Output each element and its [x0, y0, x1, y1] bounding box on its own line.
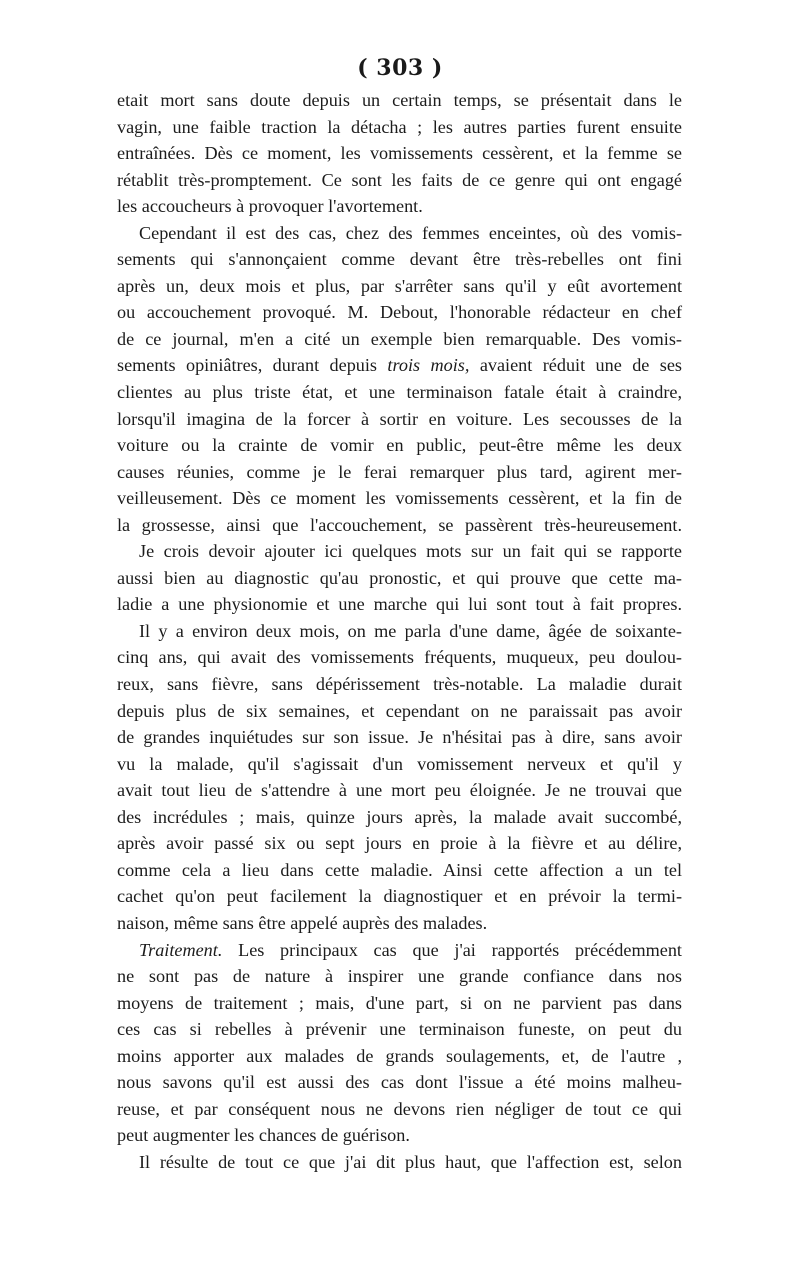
text-line: reux, sans fièvre, sans dépérissement très-notable. La maladie durait [117, 674, 682, 695]
text-line: de ce journal, m'en a cité un exemple bien remarquable. Des vomis- [117, 328, 682, 349]
text-line-segment: avaient réduit une de ses [469, 355, 683, 376]
text-line: avait tout lieu de s'attendre à une mort peu éloignée. Je ne trouvai que [117, 780, 682, 801]
text-line: comme cela a lieu dans cette maladie. Ainsi cette affection a un tel [117, 859, 682, 880]
text-line: les accoucheurs à provoquer l'avortement. [117, 196, 423, 217]
text-line: moins apporter aux malades de grands soulagements, et, de l'autre , [117, 1045, 682, 1066]
text-line: après avoir passé six ou sept jours en proie à la fièvre et au délire, [117, 833, 682, 854]
text-line: peut augmenter les chances de guérison. [117, 1125, 410, 1146]
text-line: aussi bien au diagnostic qu'au pronostic, et qui prouve que cette ma- [117, 567, 682, 588]
text-line: nous savons qu'il est aussi des cas dont l'issue a été moins malheu- [117, 1072, 682, 1093]
text-line: entraînées. Dès ce moment, les vomissements cessèrent, et la femme se [117, 143, 682, 164]
text-line-segment: sements opiniâtres, durant depuis [117, 355, 388, 376]
text-line: depuis plus de six semaines, et cependant on ne paraissait pas avoir [117, 700, 682, 721]
text-line-segment: Les principaux cas que j'ai rapportés précédemment [222, 939, 682, 960]
text-line: causes réunies, comme je le ferai remarquer plus tard, agirent mer- [117, 461, 682, 482]
text-line: reuse, et par conséquent nous ne devons rien négliger de tout ce qui [117, 1098, 682, 1119]
text-line: ladie a une physionomie et une marche qui lui sont tout à fait propres. [117, 594, 682, 615]
text-line: clientes au plus triste état, et une terminaison fatale était à craindre, [117, 382, 682, 403]
text-line: Cependant il est des cas, chez des femmes enceintes, où des vomis- [139, 222, 682, 243]
text-line: voiture ou la crainte de vomir en public, peut-être même les deux [117, 435, 682, 456]
text-line [117, 352, 682, 379]
text-line: vu la malade, qu'il s'agissait d'un vomissement nerveux et qu'il y [117, 753, 682, 774]
page-number: ( 303 ) [357, 55, 443, 81]
text-line: cachet qu'on peut facilement la diagnostiquer et en prévoir la termi- [117, 886, 682, 907]
text-line: cinq ans, qui avait des vomissements fréquents, muqueux, peu doulou- [117, 647, 682, 668]
text-line: moyens de traitement ; mais, d'une part, si on ne parvient pas dans [117, 992, 682, 1013]
italic-emphasis: trois mois, [387, 355, 470, 376]
text-line: Je crois devoir ajouter ici quelques mots sur un fait qui se rapporte [139, 541, 682, 562]
text-line: etait mort sans doute depuis un certain temps, se présentait dans le [117, 90, 682, 110]
text-line: de grandes inquiétudes sur son issue. Je n'hésitai pas à dire, sans avoir [117, 727, 682, 748]
body-text [117, 87, 682, 1175]
text-line [117, 937, 682, 964]
text-line: des incrédules ; mais, quinze jours après, la malade avait succombé, [117, 806, 682, 827]
text-line: naison, même sans être appelé auprès des malades. [117, 912, 488, 933]
text-line: ou accouchement provoqué. M. Debout, l'honorable rédacteur en chef [117, 302, 682, 323]
text-line: lorsqu'il imagina de la forcer à sortir en voiture. Les secousses de la [117, 408, 682, 429]
text-line: veilleusement. Dès ce moment les vomissements cessèrent, et la fin de [117, 488, 682, 509]
text-line: ne sont pas de nature à inspirer une grande confiance dans nos [117, 966, 682, 987]
text-line: Il résulte de tout ce que j'ai dit plus haut, que l'affection est, selon [139, 1151, 682, 1172]
text-line: vagin, une faible traction la détacha ; les autres parties furent ensuite [117, 116, 682, 137]
text-line: la grossesse, ainsi que l'accouchement, se passèrent très-heureusement. [117, 514, 682, 535]
text-line: après un, deux mois et plus, par s'arrêter sans qu'il y eût avortement [117, 275, 682, 296]
italic-emphasis: Traitement. [139, 939, 223, 960]
text-line: ces cas si rebelles à prévenir une terminaison funeste, on peut du [117, 1019, 682, 1040]
text-line: rétablit très-promptement. Ce sont les faits de ce genre qui ont engagé [117, 169, 682, 190]
text-line: Il y a environ deux mois, on me parla d'une dame, âgée de soixante- [139, 620, 682, 641]
text-line: sements qui s'annonçaient comme devant être très-rebelles ont fini [117, 249, 682, 270]
